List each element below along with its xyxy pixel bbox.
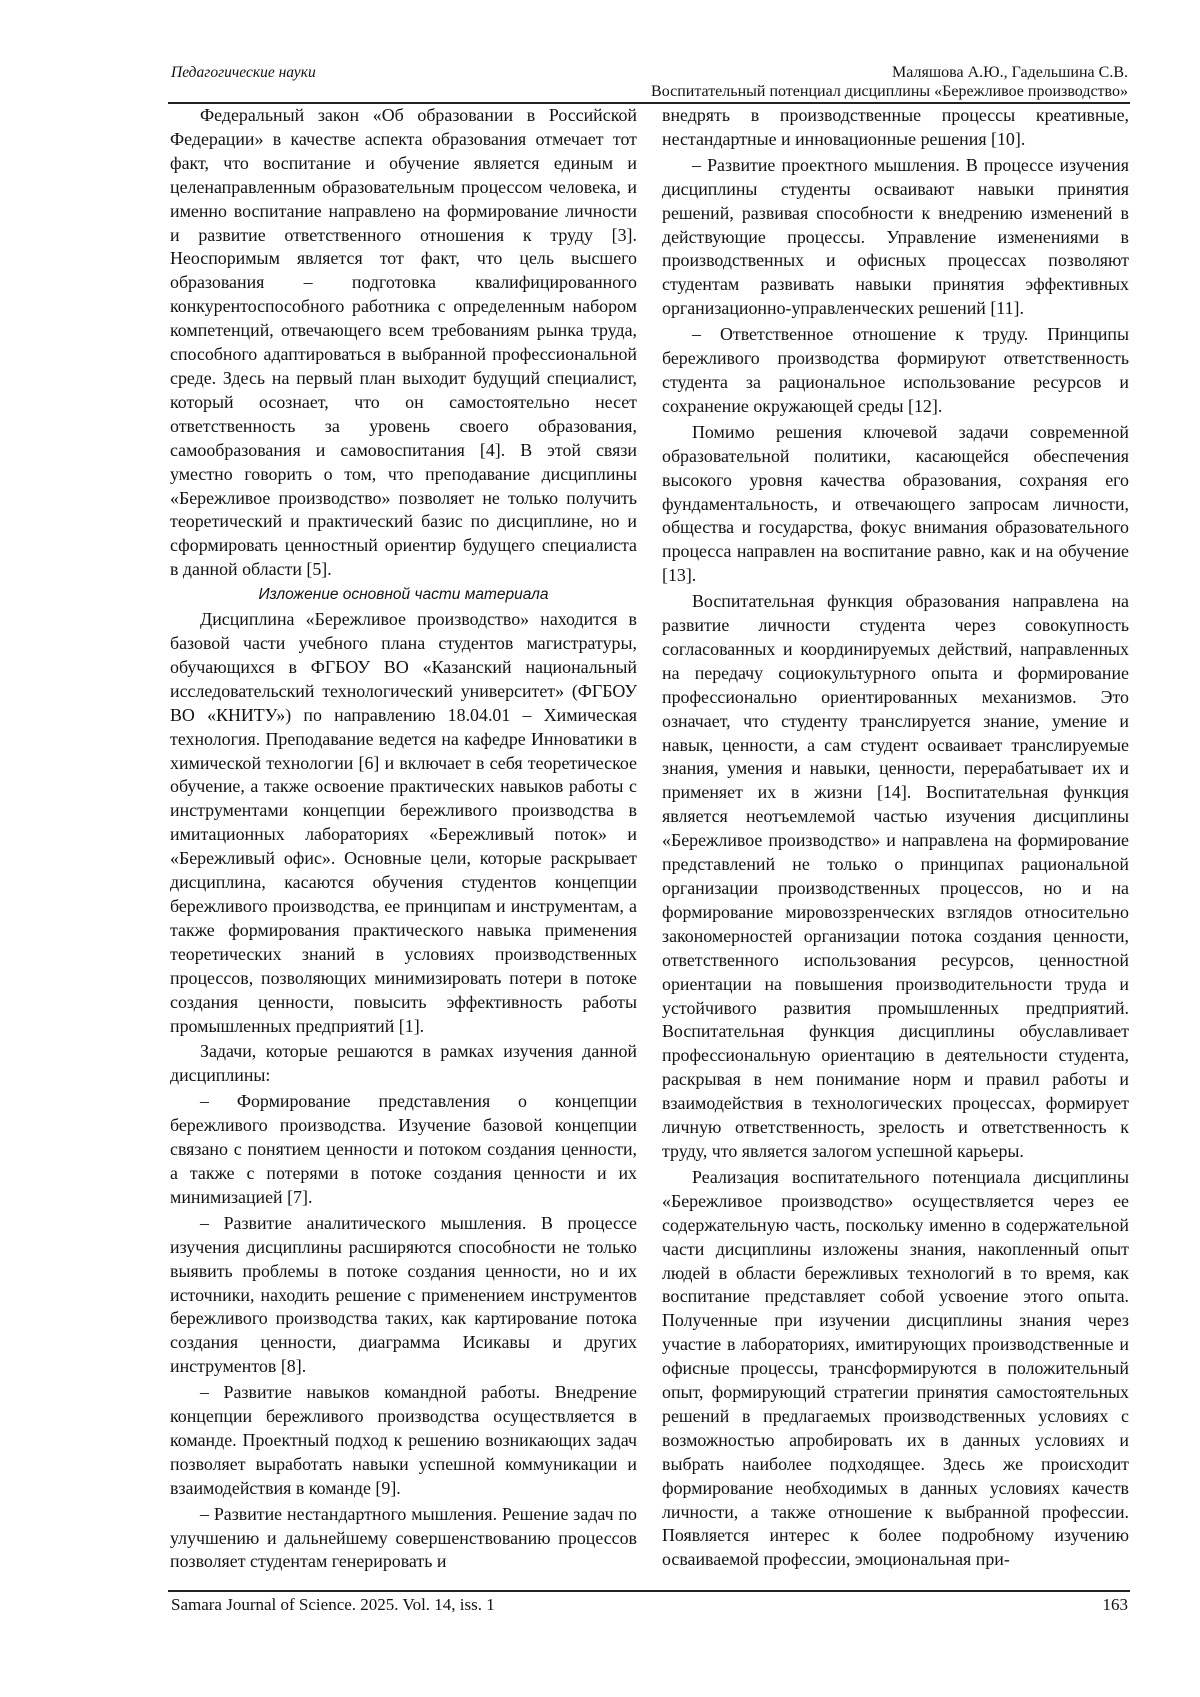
header-right [508,63,1128,101]
list-item: – Развитие аналитического мышления. В процессе изучения дисциплины расширяются способности не только выявить проблемы в потоке создания ценности, но и их источники, находить решение с применением инструментов бережливого производства таких, как картирование потока создания ценности, диаграмма Исикавы и других инструментов [8]. [170,1212,637,1377]
page-number: 163 [1102,1595,1128,1614]
paragraph: Помимо решения ключевой задачи современной образовательной политики, касающейся обеспечения высокого уровня качества образования, сохраняя его фундаментальность, и отвечающего запросам личности, общества и государства, фокус внимания образовательного процесса направлен на воспитание равно, как и на обучение [13]. [662,421,1129,586]
list-item: – Формирование представления о концепции бережливого производства. Изучение базовой концепции связано с понятием ценности и потоком создания ценности, а также с потерями в потоке создания ценности и их минимизацией [7]. [170,1091,637,1207]
list-item: – Ответственное отношение к труду. Принципы бережливого производства формируют ответственность студента за рациональное использование ресурсов и сохранение окружающей среды [12]. [662,324,1129,416]
paragraph-continuation: внедрять в производственные процессы креативные, нестандартные и инновационные решения [10]. [662,105,1129,149]
paragraph: Задачи, которые решаются в рамках изучения данной дисциплины: [170,1041,637,1086]
right-column [662,104,1129,1588]
left-column [170,104,637,1588]
paragraph: Реализация воспитательного потенциала дисциплины «Бережливое производство» осуществляется через ее содержательную часть, поскольку именно в содержательной части дисциплины изложены знания, накопленный опыт людей в области бережливых технологий в то время, как воспитание представляет собой усвоение этого опыта. Полученные при изучении дисциплины знания через участие в лабораториях, имитирующих производственные и офисные процессы, трансформируются в положительный опыт, формирующий стратегии принятия самостоятельных решений в предлагаемых производственных условиях с возможностью апробировать их в данных условиях и выбрать наиболее подходящее. Здесь же происходит формирование необходимых в данных условиях качеств личности, а также отношение к выбранной профессии. Появляется интерес к более подробному изучению осваиваемой профессии, эмоциональная при- [662,1166,1129,1570]
list-item: – Развитие проектного мышления. В процессе изучения дисциплины студенты осваивают навыки принятия решений, развивая способности к внедрению изменений в действующие процессы. Управление изменениями в производственных и офисных процессах позволяют студентам развивать навыки принятия эффективных организационно-управленческих решений [11]. [662,154,1129,319]
footer-divider [168,1590,1130,1592]
paragraph: Воспитательная функция образования направлена на развитие личности студента через совокупность согласованных и координируемых действий, направленных на передачу социокультурного опыта и формирование профессионально ориентированных механизмов. Это означает, что студенту транслируется знание, умение и навык, ценности, а сам студент осваивает транслируемые знания, умения и навыки, ценности, перерабатывает их и применяет их в жизни [14]. Воспитательная функция является неотъемлемой частью изучения дисциплины «Бережливое производство» и направлена на формирование представлений не только о принципах рациональной организации производственных процессов, но и на формирование мировоззренческих взглядов относительно закономерностей организации потока создания ценности, ответственного использования ресурсов, ценностной ориентации на повышения производительности труда и устойчивого развития промышленных предприятий. Воспитательная функция дисциплины обуславливает профессиональную ориентацию в деятельности студента, раскрывая в нем понимание норм и правил работы и взаимодействия в технологических процессах, формирует личную ответственность, зрелость и ответственность к труду, что является залогом успешной карьеры. [662,591,1129,1161]
header-authors: Маляшова А.Ю., Гадельшина С.В. [892,64,1128,81]
header-article-title: Воспитательный потенциал дисциплины «Бережливое производство» [651,83,1128,100]
list-item: – Развитие нестандартного мышления. Решение задач по улучшению и дальнейшему совершенствованию процессов позволяет студентам генерировать и [170,1503,637,1572]
list-item: – Развитие навыков командной работы. Внедрение концепции бережливого производства осуществляется в команде. Проектный подход к решению возникающих задач позволяет выработать навыки успешной коммуникации и взаимодействия в команде [9]. [170,1382,637,1498]
footer-journal-citation: Samara Journal of Science. 2025. Vol. 14, iss. 1 [171,1595,495,1614]
header-section-name: Педагогические науки [171,64,316,81]
paragraph: Дисциплина «Бережливое производство» находится в базовой части учебного плана студентов магистратуры, обучающихся в ФГБОУ ВО «Казанский национальный исследовательский технологический университет» (ФГБОУ ВО «КНИТУ») по направлению 18.04.01 – Химическая технология. Преподавание ведется на кафедре Инноватики в химической технологии [6] и включает в себя теоретическое обучение, а также освоение практических навыков работы с инструментами концепции бережливого производства в имитационных лабораториях «Бережливый поток» и «Бережливый офис». Основные цели, которые раскрывает дисциплина, касаются обучения студентов концепции бережливого производства, ее принципам и инструментам, а также формирования практического навыка применения теоретических знаний в условиях производственных процессов, позволяющих минимизировать потери в потоке создания ценности, повысить эффективность работы промышленных предприятий [1]. [170,609,637,1036]
paragraph: Федеральный закон «Об образовании в Российской Федерации» в качестве аспекта образования отмечает тот факт, что воспитание и обучение является единым и целенаправленным образовательным процессом человека, и именно воспитание направлено на формирование личности и развитие ответственного отношения к труду [3]. Неоспоримым является тот факт, что цель высшего образования – подготовка квалифицированного конкурентоспособного работника с определенным набором компетенций, отвечающего всем требованиям рынка труда, способного адаптироваться в выбранной профессиональной среде. Здесь на первый план выходит будущий специалист, который осознает, что он самостоятельно несет ответственность за уровень своего образования, самообразования и самовоспитания [4]. В этой связи уместно говорить о том, что преподавание дисциплины «Бережливое производство» позволяет не только получить теоретический и практический базис по дисциплине, но и сформировать ценностный ориентир будущего специалиста в данной области [5]. [170,105,637,580]
section-heading: Изложение основной части материала [258,586,549,604]
